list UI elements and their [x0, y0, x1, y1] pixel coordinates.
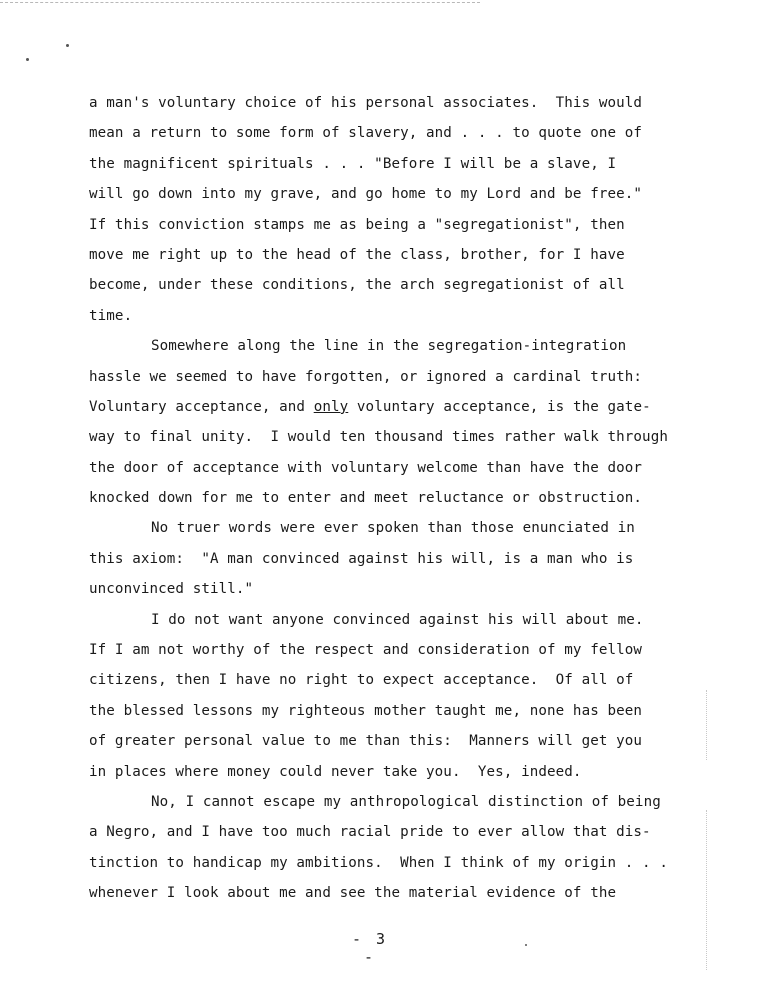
text-line: hassle we seemed to have forgotten, or ignored a cardinal truth:: [89, 368, 643, 385]
text-line: way to final unity. I would ten thousand times rather walk through: [89, 429, 668, 446]
text-line: I do not want anyone convinced against his will about me.: [151, 611, 644, 628]
page-top-edge: [0, 2, 480, 3]
text-line: If this conviction stamps me as being a "segregationist", then: [89, 216, 625, 233]
page-number: - 3 -: [351, 930, 389, 966]
text-line: a Negro, and I have too much racial pride to ever allow that dis-: [89, 824, 651, 841]
scan-speck: [525, 944, 527, 946]
text-line: mean a return to some form of slavery, and . . . to quote one of: [89, 125, 643, 142]
text-line: knocked down for me to enter and meet reluctance or obstruction.: [89, 490, 643, 507]
text-line: this axiom: "A man convinced against his will, is a man who is: [89, 550, 634, 567]
text-line: the magnificent spirituals . . . "Before I will be a slave, I: [89, 155, 617, 172]
text-line: whenever I look about me and see the material evidence of the: [89, 885, 617, 902]
body-text: [89, 88, 699, 909]
underlined-word: only: [313, 398, 349, 415]
scan-speck: [66, 44, 69, 47]
text-line: move me right up to the head of the class, brother, for I have: [89, 246, 625, 263]
margin-noise: [706, 810, 711, 970]
text-line: in places where money could never take you. Yes, indeed.: [89, 763, 582, 780]
text-line: time.: [89, 307, 133, 324]
text-line: the door of acceptance with voluntary welcome than have the door: [89, 459, 643, 476]
scan-speck: [26, 58, 29, 61]
text-line: a man's voluntary choice of his personal associates. This would: [89, 95, 643, 111]
text-line: No, I cannot escape my anthropological distinction of being: [151, 793, 661, 810]
text-line: become, under these conditions, the arch segregationist of all: [89, 277, 625, 294]
text-line: If I am not worthy of the respect and consideration of my fellow: [89, 642, 643, 659]
text-segment: voluntary acceptance, is the gate-: [348, 398, 651, 415]
text-line: No truer words were ever spoken than those enunciated in: [151, 520, 635, 537]
margin-noise: [706, 690, 711, 760]
text-line: the blessed lessons my righteous mother taught me, none has been: [89, 702, 643, 719]
text-line: Somewhere along the line in the segregation-integration: [151, 338, 627, 355]
text-segment: Voluntary acceptance, and: [89, 398, 314, 415]
text-line: tinction to handicap my ambitions. When I think of my origin . . .: [89, 854, 668, 871]
text-line: unconvinced still.": [89, 581, 254, 598]
text-line: of greater personal value to me than this: Manners will get you: [89, 733, 643, 750]
text-line: citizens, then I have no right to expect acceptance. Of all of: [89, 672, 634, 689]
text-line: will go down into my grave, and go home to my Lord and be free.": [89, 186, 643, 203]
text-line-with-underline: [89, 392, 699, 422]
